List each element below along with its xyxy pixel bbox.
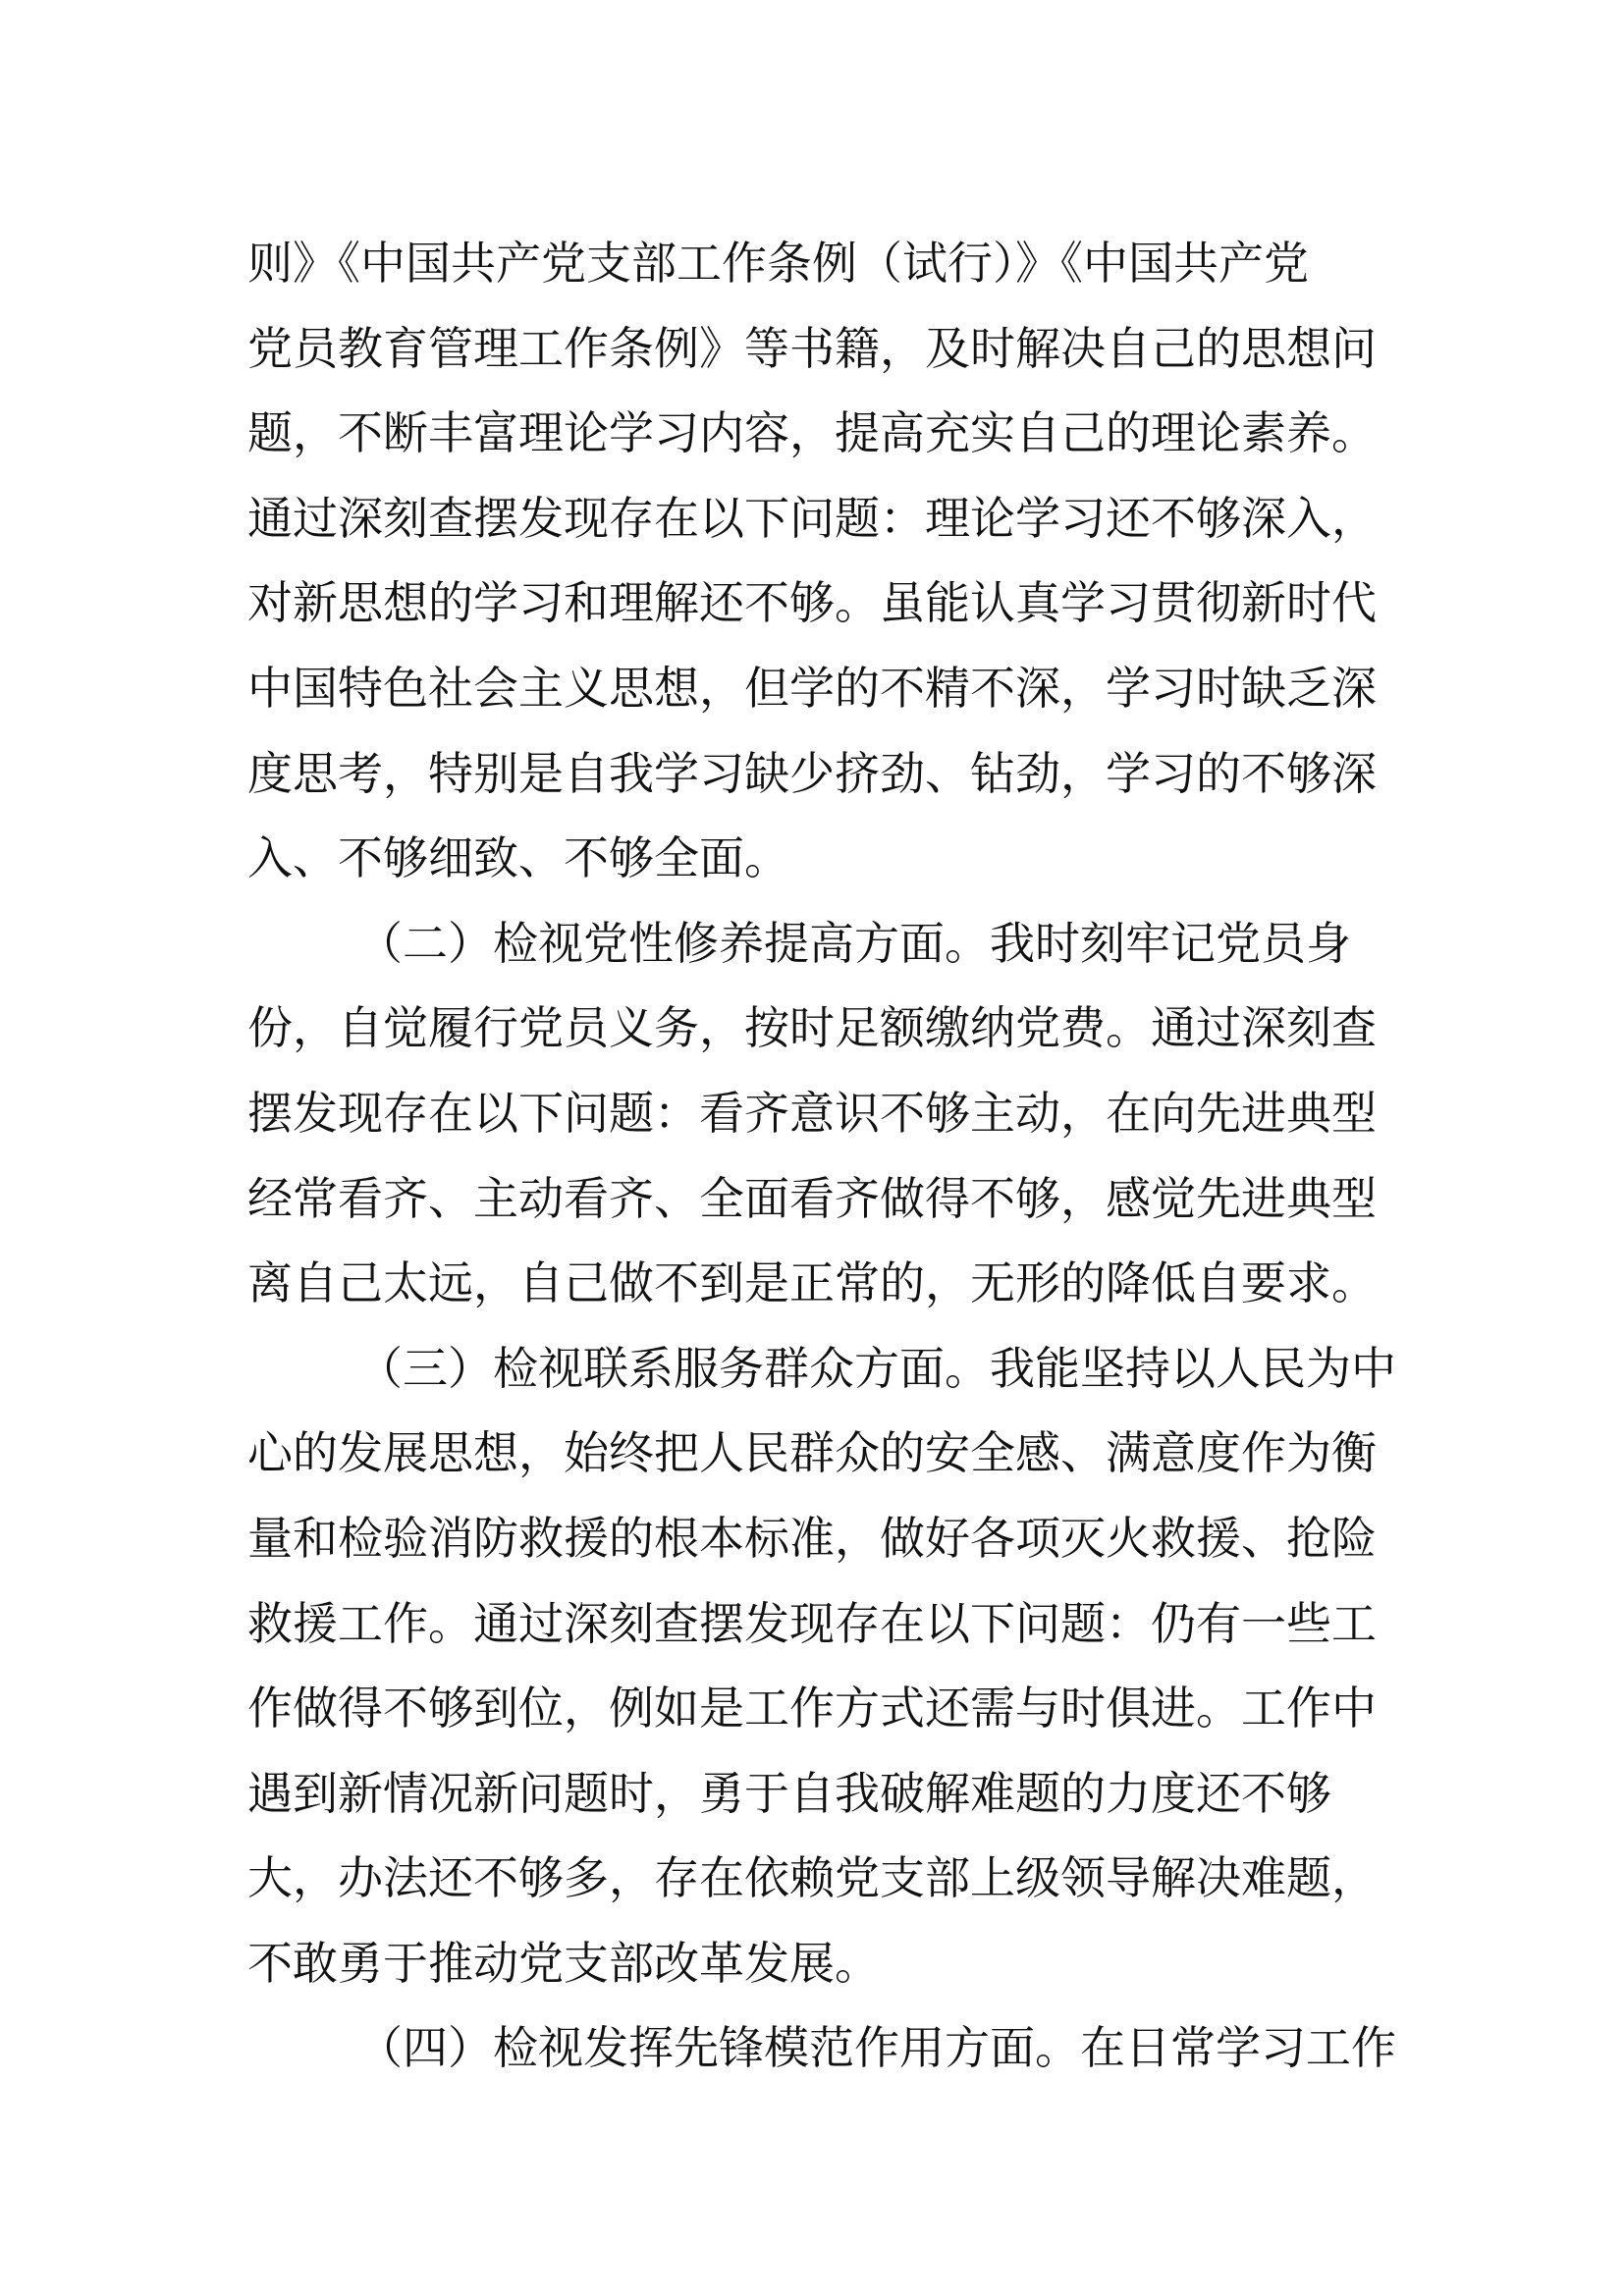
paragraph-heading-line: （四）检视发挥先锋模范作用方面。在日常学习工作 <box>357 2021 1396 2075</box>
text-line: 不敢勇于推动党支部改革发展。 <box>247 1936 880 1990</box>
text-line: 党员教育管理工作条例》等书籍，及时解决自己的思想问 <box>247 321 1377 375</box>
text-line: 份，自觉履行党员义务，按时足额缴纳党费。通过深刻查 <box>247 1001 1377 1055</box>
text-line: 题，不断丰富理论学习内容，提高充实自己的理论素养。 <box>247 406 1377 460</box>
text-line: 通过深刻查摆发现存在以下问题：理论学习还不够深入， <box>247 491 1377 545</box>
text-line: 量和检验消防救援的根本标准，做好各项灭火救援、抢险 <box>247 1511 1377 1565</box>
text-line: 救援工作。通过深刻查摆发现存在以下问题：仍有一些工 <box>247 1596 1377 1650</box>
text-line: 心的发展思想，始终把人民群众的安全感、满意度作为衡 <box>247 1426 1377 1480</box>
paragraph-heading-line: （二）检视党性修养提高方面。我时刻牢记党员身 <box>357 916 1351 970</box>
text-line: 中国特色社会主义思想，但学的不精不深，学习时缺乏深 <box>247 661 1377 715</box>
text-line: 入、不够细致、不够全面。 <box>247 831 789 885</box>
text-line: 摆发现存在以下问题：看齐意识不够主动，在向先进典型 <box>247 1086 1377 1140</box>
text-line: 作做得不够到位，例如是工作方式还需与时俱进。工作中 <box>247 1682 1377 1735</box>
text-line: 大，办法还不够多，存在依赖党支部上级领导解决难题， <box>247 1851 1377 1905</box>
text-line: 对新思想的学习和理解还不够。虽能认真学习贯彻新时代 <box>247 576 1377 630</box>
paragraph-heading-line: （三）检视联系服务群众方面。我能坚持以人民为中 <box>357 1341 1396 1395</box>
text-line: 度思考，特别是自我学习缺少挤劲、钻劲，学习的不够深 <box>247 746 1377 800</box>
text-line: 遇到新情况新问题时，勇于自我破解难题的力度还不够 <box>247 1766 1331 1820</box>
document-body <box>247 221 1396 2091</box>
text-line: 则》《中国共产党支部工作条例（试行）》《中国共产党 <box>247 237 1309 290</box>
text-line: 离自己太远，自己做不到是正常的，无形的降低自要求。 <box>247 1256 1377 1310</box>
text-line: 经常看齐、主动看齐、全面看齐做得不够，感觉先进典型 <box>247 1171 1377 1225</box>
